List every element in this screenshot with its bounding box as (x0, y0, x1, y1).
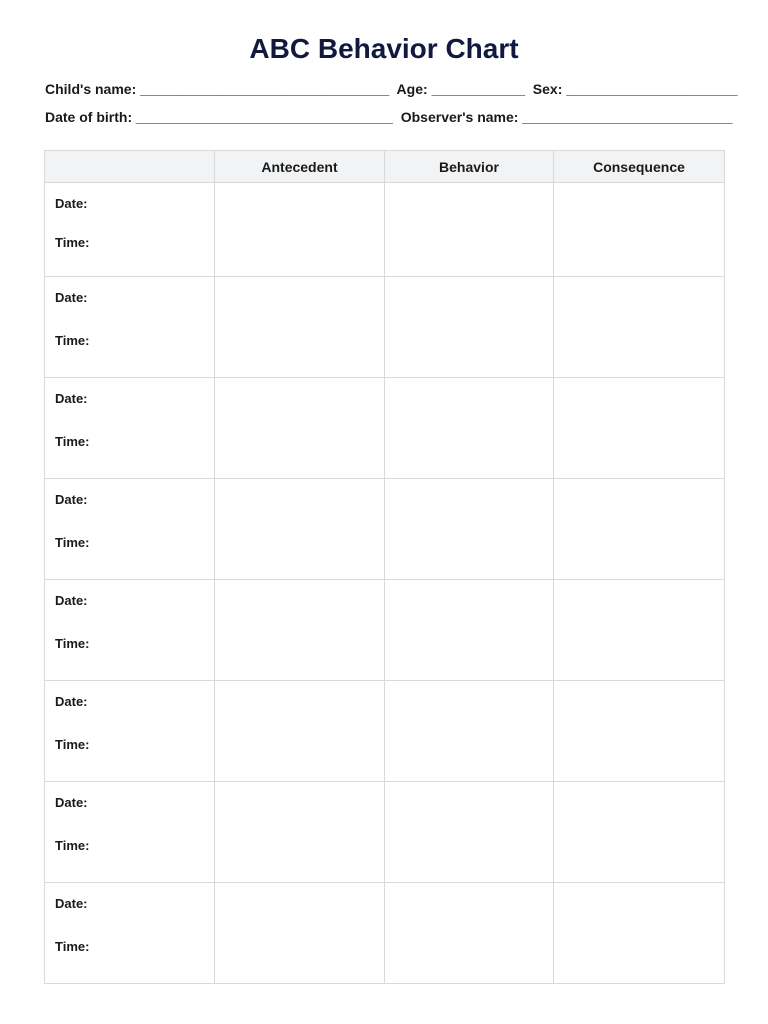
consequence-cell[interactable] (554, 277, 725, 378)
age-blank[interactable]: ____________ (431, 81, 525, 97)
sex-blank[interactable]: ______________________ (566, 81, 738, 97)
date-of-birth-label: Date of birth: (45, 109, 133, 125)
time-label: Time: (55, 434, 90, 449)
consequence-cell[interactable] (554, 580, 725, 681)
time-label: Time: (55, 939, 90, 954)
info-line-1 (45, 80, 738, 98)
table-body (45, 183, 725, 984)
table-row (45, 183, 725, 277)
consequence-cell[interactable] (554, 183, 725, 277)
date-label: Date: (55, 694, 88, 709)
time-label: Time: (55, 737, 90, 752)
behavior-cell[interactable] (385, 183, 554, 277)
table-header (45, 151, 725, 183)
antecedent-cell[interactable] (215, 883, 385, 984)
abc-table (44, 150, 725, 984)
behavior-cell[interactable] (385, 782, 554, 883)
behavior-cell[interactable] (385, 378, 554, 479)
behavior-cell[interactable] (385, 580, 554, 681)
childs-name-label: Child's name: (45, 81, 137, 97)
date-time-cell[interactable] (45, 681, 215, 782)
time-label: Time: (55, 636, 90, 651)
date-label: Date: (55, 391, 88, 406)
observers-name-blank[interactable]: ___________________________ (522, 109, 733, 125)
observers-name-field[interactable] (401, 109, 733, 125)
time-label: Time: (55, 235, 90, 250)
antecedent-cell[interactable] (215, 479, 385, 580)
age-label: Age: (396, 81, 428, 97)
date-of-birth-blank[interactable]: _________________________________ (136, 109, 393, 125)
info-line-2 (45, 108, 733, 126)
date-time-cell[interactable] (45, 782, 215, 883)
time-label: Time: (55, 838, 90, 853)
antecedent-cell[interactable] (215, 580, 385, 681)
antecedent-cell[interactable] (215, 183, 385, 277)
antecedent-cell[interactable] (215, 681, 385, 782)
behavior-cell[interactable] (385, 479, 554, 580)
table-row (45, 580, 725, 681)
date-label: Date: (55, 593, 88, 608)
date-label: Date: (55, 896, 88, 911)
date-time-cell[interactable] (45, 277, 215, 378)
header-row (45, 151, 725, 183)
date-label: Date: (55, 795, 88, 810)
date-of-birth-field[interactable] (45, 109, 393, 125)
behavior-cell[interactable] (385, 681, 554, 782)
age-field[interactable] (397, 81, 525, 97)
date-time-cell[interactable] (45, 479, 215, 580)
antecedent-cell[interactable] (215, 782, 385, 883)
date-time-cell[interactable] (45, 183, 215, 277)
header-consequence: Consequence (554, 151, 725, 183)
header-behavior: Behavior (385, 151, 554, 183)
table-row (45, 681, 725, 782)
antecedent-cell[interactable] (215, 277, 385, 378)
date-time-cell[interactable] (45, 580, 215, 681)
table-row (45, 782, 725, 883)
observers-name-label: Observer's name: (400, 109, 519, 125)
table-row (45, 883, 725, 984)
consequence-cell[interactable] (554, 479, 725, 580)
behavior-cell[interactable] (385, 883, 554, 984)
consequence-cell[interactable] (554, 883, 725, 984)
consequence-cell[interactable] (554, 378, 725, 479)
date-time-cell[interactable] (45, 883, 215, 984)
sex-field[interactable] (533, 81, 738, 97)
time-label: Time: (55, 333, 90, 348)
time-label: Time: (55, 535, 90, 550)
table-row (45, 378, 725, 479)
date-label: Date: (55, 290, 88, 305)
childs-name-field[interactable] (45, 81, 389, 97)
date-time-cell[interactable] (45, 378, 215, 479)
header-antecedent: Antecedent (215, 151, 385, 183)
header-date-time (45, 151, 215, 183)
childs-name-blank[interactable]: ________________________________ (140, 81, 390, 97)
antecedent-cell[interactable] (215, 378, 385, 479)
date-label: Date: (55, 196, 88, 211)
date-label: Date: (55, 492, 88, 507)
table-row (45, 479, 725, 580)
table-row (45, 277, 725, 378)
behavior-cell[interactable] (385, 277, 554, 378)
consequence-cell[interactable] (554, 681, 725, 782)
page-title: ABC Behavior Chart (249, 33, 519, 64)
consequence-cell[interactable] (554, 782, 725, 883)
sex-label: Sex: (532, 81, 563, 97)
